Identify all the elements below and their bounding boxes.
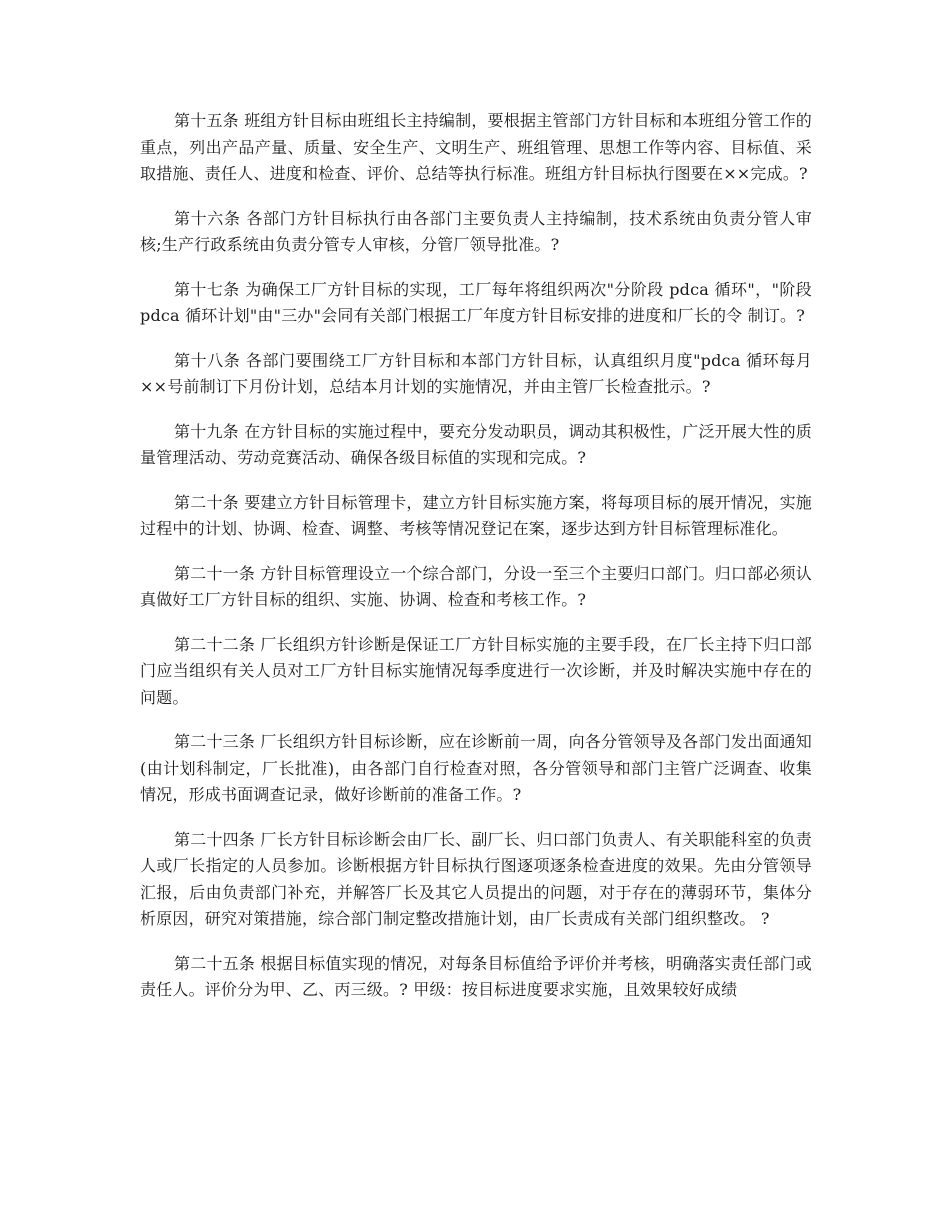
article-21-paragraph: 第二十一条 方针目标管理设立一个综合部门，分设一至三个主要归口部门。归口部必须认真做好工厂方针目标的组织、实施、协调、检查和考核工作。? (140, 563, 812, 609)
article-19-paragraph: 第十九条 在方针目标的实施过程中，要充分发动职员，调动其积极性，广泛开展大性的质量管理活动、劳动竞赛活动、确保各级目标值的实现和完成。? (140, 421, 812, 467)
document-body (140, 108, 812, 1022)
article-17-paragraph: 第十七条 为确保工厂方针目标的实现，工厂每年将组织两次"分阶段 pdca 循环"，"阶段 pdca 循环计划"由"三办"会同有关部门根据工厂年度方针目标安排的进度和厂长的令 制订。? (140, 279, 812, 325)
article-24-paragraph: 第二十四条 厂长方针目标诊断会由厂长、副厂长、归口部门负责人、有关职能科室的负责人或厂长指定的人员参加。诊断根据方针目标执行图逐项逐条检查进度的效果。先由分管领导汇报，后由负责部门补充，并解答厂长及其它人员提出的问题，对于存在的薄弱环节，集体分析原因，研究对策措施，综合部门制定整改措施计划，由厂长责成有关部门组织整改。 ? (140, 829, 812, 928)
article-18-paragraph: 第十八条 各部门要围绕工厂方针目标和本部门方针目标，认真组织月度"pdca 循环每月××号前制订下月份计划，总结本月计划的实施情况，并由主管厂长检查批示。? (140, 350, 812, 396)
article-20-paragraph: 第二十条 要建立方针目标管理卡，建立方针目标实施方案，将每项目标的展开情况，实施过程中的计划、协调、检查、调整、考核等情况登记在案，逐步达到方针目标管理标准化。 (140, 492, 812, 538)
article-23-paragraph: 第二十三条 厂长组织方针目标诊断，应在诊断前一周，向各分管领导及各部门发出面通知(由计划科制定，厂长批准)，由各部门自行检查对照，各分管领导和部门主管广泛调查、收集情况，形成书面调查记录，做好诊断前的准备工作。? (140, 732, 812, 804)
article-15-paragraph: 第十五条 班组方针目标由班组长主持编制，要根据主管部门方针目标和本班组分管工作的重点，列出产品产量、质量、安全生产、文明生产、班组管理、思想工作等内容、目标值、采取措施、责任人、进度和检查、评价、总结等执行标准。班组方针目标执行图要在××完成。? (140, 111, 812, 183)
article-22-paragraph: 第二十二条 厂长组织方针诊断是保证工厂方针目标实施的主要手段，在厂长主持下归口部门应当组织有关人员对工厂方针目标实施情况每季度进行一次诊断，并及时解决实施中存在的问题。 (140, 634, 812, 707)
article-25-paragraph: 第二十五条 根据目标值实现的情况，对每条目标值给予评价并考核，明确落实责任部门或责任人。评价分为甲、乙、丙三级。? 甲级：按目标进度要求实施，且效果较好成绩 (140, 953, 812, 999)
article-16-paragraph: 第十六条 各部门方针目标执行由各部门主要负责人主持编制，技术系统由负责分管人审核;生产行政系统由负责分管专人审核，分管厂领导批准。? (140, 208, 812, 254)
